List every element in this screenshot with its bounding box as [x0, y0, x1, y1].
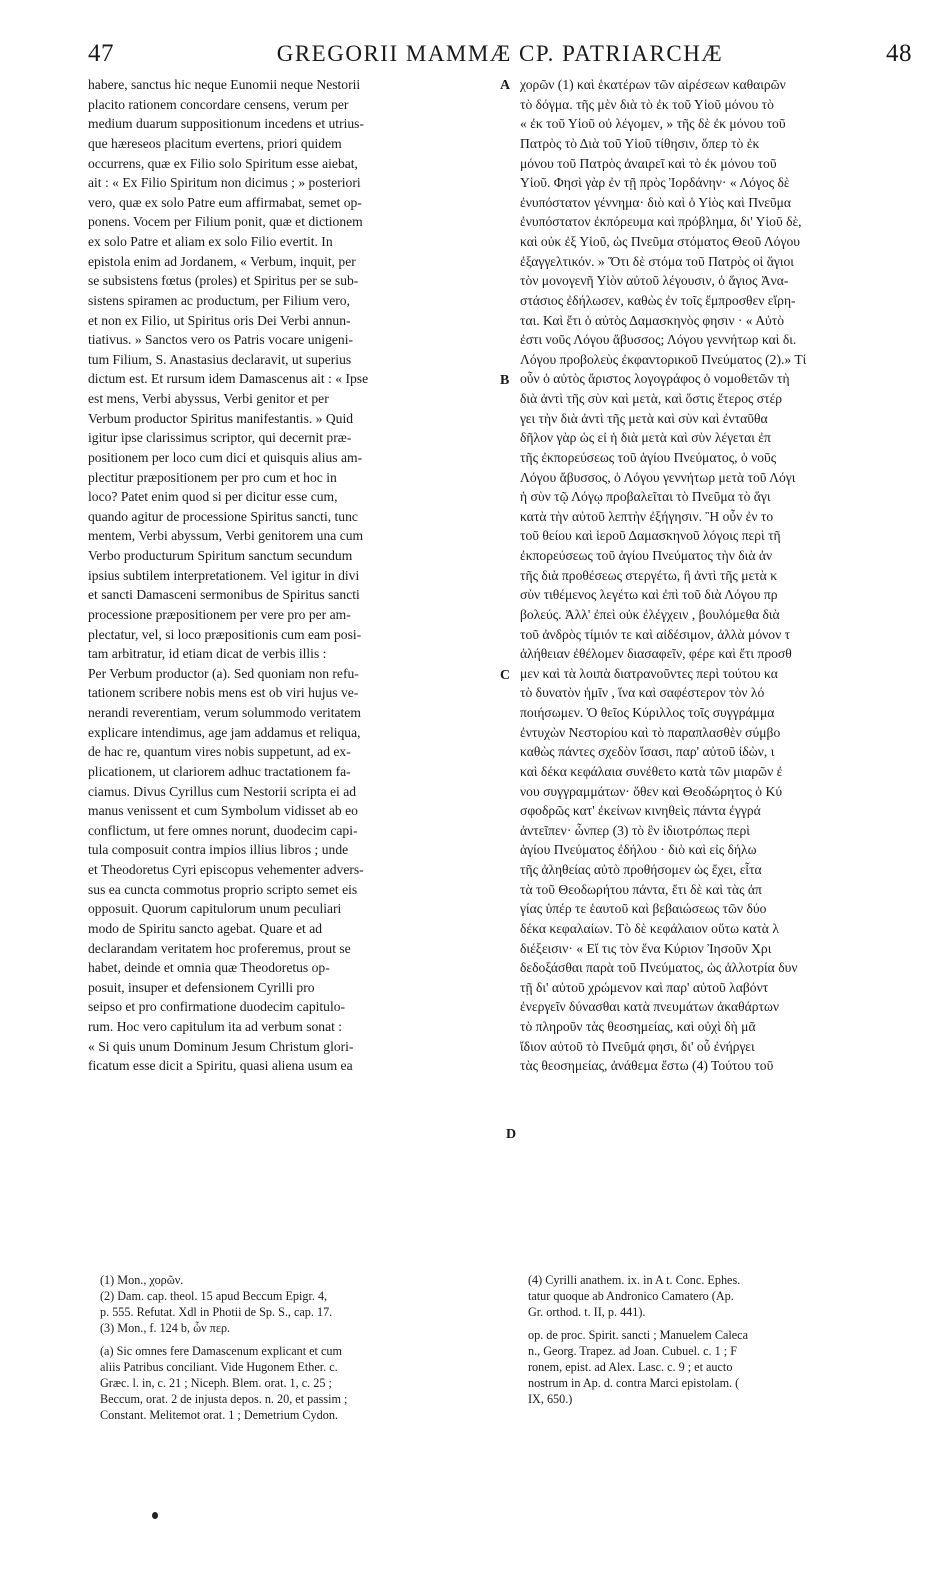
latin-text-line: medium duarum suppositionum incedens et utrius- [88, 116, 364, 132]
latin-text-line: sus ea cuncta commotus proprio scripto semet eis [88, 881, 358, 897]
latin-text-line: mentem, Verbi abyssum, Verbi genitorem una cum [88, 528, 364, 544]
greek-text-line: δεδοξάσθαι παρὰ τοῦ Πνεύματος, ὡς ἀλλοτρία δυν [520, 960, 798, 976]
greek-text-line: σφοδρῶς κατ' ἐκείνων κινηθεὶς πάντα ἐγγρά [520, 803, 761, 819]
footnote-line: Græc. l. in, c. 21 ; Niceph. Blem. orat. 1, c. 25 ; [100, 1376, 332, 1390]
greek-text-line: τῆς διὰ προθέσεως στεργέτω, ἢ ἀντὶ τῆς μετὰ κ [520, 567, 778, 583]
latin-text-line: conflictum, ut fere omnes norunt, duodecim capi- [88, 822, 358, 838]
latin-text-line: Per Verbum productor (a). Sed quoniam non refu- [88, 665, 359, 681]
footnote-line: op. de proc. Spirit. sancti ; Manuelem Caleca [528, 1328, 748, 1342]
latin-text-line: positionem per loco cum dici et quisquis alius am- [88, 449, 363, 465]
greek-text-line: τὸ δυνατὸν ἡμῖν , ἵνα καὶ σαφέστερον τὸν λό [520, 685, 765, 701]
greek-text-line: οὖν ὁ αὐτὸς ἄριστος λογογράφος ὁ νομοθετῶν τὴ [520, 371, 790, 387]
footnote-line: aliis Patribus conciliant. Vide Hugonem Ether. c. [100, 1360, 338, 1374]
greek-text-line: « ἐκ τοῦ Υἱοῦ οὐ λέγομεν, » τῆς δὲ ἐκ μόνου τοῦ [520, 116, 786, 132]
latin-text-line: explicare intendimus, age jam addamus et reliqua, [88, 724, 361, 740]
greek-text-line: ἀντεῖπεν· ὧνπερ (3) τὸ ἓν ἰδιοτρόπως περὶ [520, 822, 750, 838]
greek-text-line: τὰ τοῦ Θεοδωρήτου πάντα, ἔτι δὲ καὶ τὰς ἀπ [520, 881, 762, 897]
footnote-line: ronem, epist. ad Alex. Lasc. c. 9 ; et aucto [528, 1360, 733, 1374]
greek-text-line: μόνου τοῦ Πατρὸς ἀναιρεῖ καὶ τὸ ἐκ μόνου τοῦ [520, 155, 777, 171]
latin-text-line: tula composuit contra impios illius libros ; unde [88, 842, 349, 858]
latin-text-line: tationem scribere nobis mens est ob viri hujus ve- [88, 685, 359, 701]
greek-text-line: διὰ ἀντὶ τῆς σὺν καὶ μετὰ, καὶ ὅστις ἕτερος στέρ [520, 391, 783, 406]
footnote-group-numbered [528, 1272, 932, 1320]
footnote-line: nostrum in Ap. d. contra Marci epistolam. ( [528, 1376, 740, 1390]
greek-text-line: τῇ δι' αὐτοῦ χρώμενον καὶ παρ' αὐτοῦ λαβόντ [520, 979, 769, 995]
footnotes-left [100, 1272, 500, 1423]
latin-text-line: placito rationem concordare censens, verum per [88, 96, 349, 112]
greek-text-line: ἡ σὺν τῷ Λόγῳ προβαλεῖται τὸ Πνεῦμα τὸ ἅγι [520, 489, 771, 505]
greek-text-line: καὶ οὐκ ἐξ Υἱοῦ, ὡς Πνεῦμα στόματος Θεοῦ Λόγου [520, 234, 801, 249]
greek-text-line: γίας ὑπέρ τε ἑαυτοῦ καὶ βεβαιώσεως τῶν δύο [520, 901, 767, 917]
latin-text-line: plectitur præpositionem per pro cum et hoc in [88, 469, 337, 485]
footnote-line: Gr. orthod. t. II, p. 441). [528, 1305, 646, 1319]
greek-text-line: τὸν μονογενῆ Υἱὸν αὐτοῦ λέγουσιν, ὁ ἅγιος Ἀνα- [520, 273, 789, 289]
greek-text-line: τῆς ἐκπορεύσεως τοῦ ἁγίου Πνεύματος, ὁ νοῦς [520, 449, 777, 465]
latin-text-line: est mens, Verbi abyssus, Verbi genitor et per [88, 391, 329, 406]
greek-text-line: τοῦ θείου καὶ ἱεροῦ Δαμασκηνοῦ λόγοις περὶ τῆ [520, 528, 781, 544]
latin-text-line: ait : « Ex Filio Spiritum non dicimus ; » posteriori [88, 175, 361, 191]
latin-text-line: nerandi reverentiam, verum solummodo veritatem [88, 705, 361, 720]
latin-text-line: et Theodoretus Cyri episcopus vehementer advers- [88, 862, 364, 877]
greek-text-line: νου συγγραμμάτων· ὅθεν καὶ Θεοδώρητος ὁ Κύ [520, 783, 783, 799]
greek-text-line: ἁγίου Πνεύματος ἐδήλου · διὸ καὶ εἰς δήλω [520, 842, 757, 858]
greek-text-line: ἐνυπόστατον ἐκπόρευμα καὶ πρόβλημα, δι' Υἱοῦ δὲ, [520, 214, 802, 230]
latin-text-line: loco? Patet enim quod si per dicitur esse cum, [88, 489, 338, 505]
greek-text-line: κατὰ τὴν αὐτοῦ λεπτὴν ἐξήγησιν. Ἢ οὖν ἐν το [520, 508, 774, 524]
greek-text-line: σὺν τιθέμενος λεγέτω καὶ ἐπὶ τοῦ διὰ Λόγου πρ [520, 587, 778, 603]
latin-text-line: ciamus. Divus Cyrillus cum Nestorii scripta ei ad [88, 783, 357, 799]
footnote-line: Constant. Melitemot orat. 1 ; Demetrium Cydon. [100, 1408, 338, 1422]
footnote-line: (2) Dam. cap. theol. 15 apud Beccum Epigr. 4, [100, 1289, 328, 1303]
greek-text-line: Λόγου ἄβυσσος, ὁ Λόγου γεννήτωρ μετὰ τοῦ Λόγι [520, 469, 796, 485]
footnote-line: (1) Mon., χορῶν. [100, 1273, 184, 1287]
latin-text-line: posuit, insuper et defensionem Cyrilli pro [88, 979, 315, 995]
latin-text-line: et non ex Filio, ut Spiritus oris Dei Verbi annun- [88, 312, 351, 328]
latin-text-line: epistola enim ad Jordanem, « Verbum, inquit, per [88, 253, 356, 269]
latin-text-line: se subsistens fœtus (proles) et Spiritus per se sub- [88, 273, 359, 289]
greek-text-line: ποιήσωμεν. Ὁ θεῖος Κύριλλος τοῖς συγγράμμα [520, 705, 775, 720]
latin-text-line: que hæreseos placitum evertens, priori quidem [88, 135, 342, 151]
greek-text-line: Πατρὸς τὸ Διὰ τοῦ Υἱοῦ τίθησιν, ὅπερ τὸ ἐκ [520, 135, 760, 151]
latin-text-line: manus venissent et cum Symbolum vidisset ab eo [88, 803, 358, 819]
latin-text-line: de hac re, quantum vires nobis suppetunt, ad ex- [88, 744, 351, 760]
greek-text-line: ἐντυχὼν Νεστορίου καὶ τὸ παραπλασθὲν σύμβο [520, 724, 781, 740]
section-marker-a: A [500, 78, 511, 93]
latin-text-line: tam arbitratur, id etiam dicat de verbis illis : [88, 646, 327, 662]
footnote-line: p. 555. Refutat. Xdl in Photii de Sp. S., cap. 17. [100, 1305, 333, 1319]
latin-text-line: et sancti Damasceni sermonibus de Spiritus sancti [88, 587, 360, 603]
latin-text-line: ponens. Vocem per Filium ponit, quæ et dictionem [88, 214, 363, 230]
greek-text-line: δέκα κεφαλαίων. Τὸ δὲ κεφάλαιον οὕτω κατὰ λ [520, 920, 779, 936]
latin-text-line: processione præpositionem per vere pro per am- [88, 606, 351, 622]
footnote-line: IX, 650.) [528, 1392, 573, 1406]
latin-text-line: plectatur, vel, si loco præpositionis cum eam posi- [88, 626, 362, 642]
latin-text-line: seipso et pro confirmatione duodecim capitulo- [88, 999, 346, 1015]
greek-text-line: διέξεισιν· « Εἴ τις τὸν ἕνα Κύριον Ἰησοῦν Χρι [520, 940, 772, 956]
greek-text-line: τὸ πληροῦν τὰς θεοσημείας, καὶ οὐχὶ δὴ μᾶ [520, 1019, 756, 1034]
footnote-line: (3) Mon., f. 124 b, ὧν περ. [100, 1321, 231, 1335]
running-title: GREGORII MAMMÆ CP. PATRIARCHÆ [276, 41, 724, 66]
latin-text-line: opposuit. Quorum capitulorum unum peculiari [88, 901, 342, 917]
latin-text-line: « Si quis unum Dominum Jesum Christum glori- [88, 1038, 354, 1054]
greek-text-line: ἀλήθειαν ἐθέλομεν διασαφεῖν, φέρε καὶ ἔτι προσθ [520, 646, 792, 662]
greek-text-line: Λόγου προβολεὺς ἐκφαντορικοῦ Πνεύματος (2).» Τί [520, 351, 807, 367]
latin-text-line: habere, sanctus hic neque Eunomii neque Nestorii [88, 77, 361, 92]
section-marker-b: B [500, 373, 510, 388]
greek-text-line: ἐνυπόστατον γέννημα· διὸ καὶ ὁ Υἱὸς καὶ Πνεῦμα [520, 194, 792, 210]
latin-text-line: tum Filium, S. Anastasius declaravit, ut superius [88, 351, 352, 367]
footnote-line: n., Georg. Trapez. ad Joan. Cubuel. c. 1 ; F [528, 1344, 737, 1358]
latin-text-line: igitur ipse clarissimus scriptor, qui decernit præ- [88, 430, 352, 446]
latin-text-line: plicationem, ut clariorem adhuc tractationem fa- [88, 763, 351, 779]
greek-text-line: ἐξαγγελτικόν. » Ὅτι δὲ στόμα τοῦ Πατρὸς οἱ ἅγιοι [520, 253, 794, 269]
latin-text-line: sistens spiramen ac productum, per Filium vero, [88, 292, 351, 308]
greek-text-line: δῆλον γὰρ ὡς εἰ ἡ διὰ μετὰ καὶ σὺν λέγεται ἐπ [520, 430, 771, 446]
greek-text-line: βολεύς. Ἀλλ' ἐπεὶ οὐκ ἐλέγχειν , βουλόμεθα διὰ [520, 606, 780, 622]
latin-text-line: quando agitur de processione Spiritus sancti, tunc [88, 508, 358, 524]
left-page-number: 47 [88, 40, 114, 67]
greek-text-line: γει τὴν διὰ ἀντὶ τῆς μετὰ καὶ σὺν καὶ ἐνταῦθα [520, 410, 768, 426]
latin-text-line: ipsius subtilem interpretationem. Vel igitur in divi [88, 567, 360, 583]
right-page-number: 48 [886, 40, 912, 67]
running-header [88, 40, 912, 70]
latin-text-line: rum. Hoc vero capitulum ita ad verbum sonat : [88, 1019, 343, 1034]
latin-text-line: habet, deinde et omnia quæ Theodoretus op- [88, 960, 330, 976]
latin-text-line: Verbo producturum Spiritum sanctum secundum [88, 548, 353, 563]
footnote-line: (4) Cyrilli anathem. ix. in A t. Conc. Ephes. [528, 1273, 741, 1287]
latin-text-line: ex solo Patre et aliam ex solo Filio evertit. In [88, 234, 333, 249]
greek-text-line: ἴδιον αὐτοῦ τὸ Πνεῦμά φησι, δι' οὗ ἐνήργει [520, 1038, 755, 1054]
section-marker-d: D [506, 1127, 517, 1142]
footnote-group-numbered [100, 1272, 500, 1336]
greek-text-line: μεν καὶ τὰ λοιπὰ διατρανοῦντες περὶ τούτου κα [520, 665, 778, 681]
greek-text-line: ἐκπορεύσεως τοῦ ἁγίου Πνεύματος τὴν διὰ ἀν [520, 548, 773, 563]
footnote-line: (a) Sic omnes fere Damascenum explicant et cum [100, 1344, 342, 1358]
latin-text-line: Verbum productor Spiritus manifestantis. » Quid [88, 410, 354, 426]
greek-text-line: ἐνεργεῖν δύνασθαι κατὰ πνευμάτων ἀκαθάρτων [520, 999, 780, 1015]
latin-text-line: modo de Spiritu sancto agebat. Quare et ad [88, 920, 323, 936]
footnotes-right [528, 1272, 932, 1407]
latin-text-line: tiativus. » Sanctos vero os Patris vocare unigeni- [88, 332, 354, 348]
greek-text-line: τὰς θεοσημείας, ἀνάθεμα ἔστω (4) Τούτου τοῦ [520, 1058, 774, 1074]
footnote-group-lettered [100, 1343, 500, 1423]
footnote-group-continued [528, 1327, 932, 1407]
latin-column [88, 75, 498, 1076]
greek-text-line: καθὼς πάντες σχεδὸν ἴσασι, παρ' αὐτοῦ ἰδὼν, ι [520, 744, 775, 760]
greek-text-line: ἐστι νοῦς Λόγου ἄβυσσος; Λόγου γεννήτωρ καὶ δι. [520, 332, 797, 348]
greek-text-line: στάσιος ἐδήλωσεν, καθὼς ἐν τοῖς ἔμπροσθεν εἴρη- [520, 292, 796, 308]
greek-text-line: τοῦ ἀνδρὸς τίμιόν τε καὶ αἰδέσιμον, ἀλλὰ μόνον τ [520, 626, 791, 642]
greek-text-line: Υἱοῦ. Φησὶ γὰρ ἐν τῇ πρὸς Ἰορδάνην· « Λόγος δὲ [520, 175, 790, 191]
latin-text-line: declarandam veritatem hoc proferemus, prout se [88, 940, 351, 956]
greek-text-line: καὶ δέκα κεφάλαια συνέθετο κατὰ τῶν μιαρῶν ἐ [520, 763, 783, 779]
greek-column [520, 75, 932, 1076]
greek-text-line: ται. Καὶ ἔτι ὁ αὐτὸς Δαμασκηνὸς φησιν · « Αὐτὸ [520, 312, 785, 328]
section-marker-c: C [500, 668, 511, 683]
latin-text-line: vero, quæ ex solo Patre eum affirmabat, semet op- [88, 194, 362, 210]
footnote-line: tatur quoque ab Andronico Camatero (Ap. [528, 1289, 734, 1303]
footnote-line: Beccum, orat. 2 de injusta depos. n. 20, et passim ; [100, 1392, 348, 1406]
ink-speck [152, 1512, 158, 1519]
greek-text-line: χορῶν (1) καὶ ἑκατέρων τῶν αἱρέσεων καθαιρῶν [520, 77, 786, 92]
latin-text-line: dictum est. Et rursum idem Damascenus ait : « Ipse [88, 371, 369, 387]
greek-text-line: τὸ δόγμα. τῆς μὲν διὰ τὸ ἐκ τοῦ Υἱοῦ μόνου τὸ [520, 96, 774, 112]
latin-text-line: ficatum esse dicit a Spiritu, quasi aliena usum ea [88, 1058, 353, 1074]
latin-text-line: occurrens, quæ ex Filio solo Spiritum esse aiebat, [88, 155, 358, 171]
greek-text-line: τῆς ἀληθείας αὐτὸ προθήσομεν ὡς ἔχει, εἶτα [520, 862, 762, 877]
